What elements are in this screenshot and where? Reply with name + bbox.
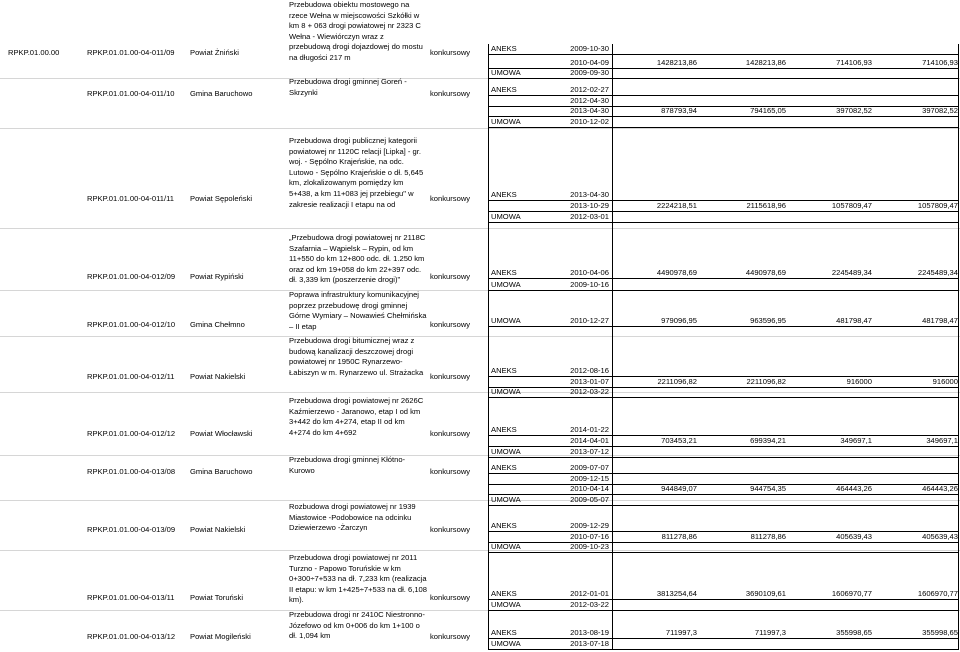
co-financing-value: 405639,43 [836,532,872,541]
beneficiary: Powiat Rypiński [190,272,244,281]
entry-date: 2014-04-01 [570,436,609,445]
column-border [612,44,613,650]
project-description: Przebudowa drogi publicznej kategorii powiatowej nr 1120C relacji [Lipka] - gr. woj. - Sępólno Krajeńskie, na odc. Lutowo - Sępólno Krajeńskie o dł. 5,645 km, zlokalizowanym pomiędzy km 5+438, a km 11+083 jej przebiegu" w zakresie realizacji I etapu na od [289,136,424,209]
selection-mode: konkursowy [430,272,471,281]
entry-type: ANEKS [491,628,517,637]
row-divider [0,228,960,229]
eligible-value: 794165,05 [750,106,786,115]
eligible-value: 1428213,86 [745,58,786,67]
project-id: RPKP.01.01.00-04-012/11 [87,372,175,381]
selection-mode: konkursowy [430,632,471,641]
project-id: RPKP.01.01.00-04-011/10 [87,89,175,98]
beneficiary: Gmina Baruchowo [190,89,253,98]
entry-date: 2010-12-02 [570,117,609,126]
selection-mode: konkursowy [430,89,471,98]
project-id: RPKP.01.01.00-04-013/08 [87,467,176,476]
project-id: RPKP.01.01.00-04-011/09 [87,48,175,57]
entry-type: ANEKS [491,589,517,598]
entry-type: UMOWA [491,68,521,77]
column-border [958,44,959,650]
eligible-value: 4490978,69 [745,268,786,277]
project-description: „Przebudowa drogi powiatowej nr 2118C Szafarnia – Wąpielsk – Rypin, od km 11+550 do km 12+800 odc. dł. 1.250 km oraz od km 19+058 do km 22+397 odc. dł. 3,339 km (poszerzenie drogi)” [289,233,426,285]
eligible-value: 944754,35 [750,484,786,493]
entry-date: 2013-07-12 [570,447,609,456]
entry-type: UMOWA [491,600,521,609]
beneficiary: Powiat Mogileński [190,632,251,641]
selection-mode: konkursowy [430,194,471,203]
beneficiary: Powiat Włocławski [190,429,253,438]
total-value: 1428213,86 [656,58,697,67]
co-financing-value: 1057809,47 [831,201,872,210]
entry-date: 2010-12-27 [570,316,609,325]
co-financing-value: 481798,47 [922,316,958,325]
entry-type: ANEKS [491,85,517,94]
co-financing-value: 714106,93 [922,58,958,67]
project-description: Przebudowa drogi gminnej Goreń - Skrzynki [289,77,407,97]
project-description: Przebudowa obiektu mostowego na rzece Wełna w miejscowości Szkółki w km 8 + 063 drogi powiatowej nr 2323 C Wełna - Wiewiórczyn wraz z przebudową drogi dojazdowej do mostu na długości 217 m [289,0,423,62]
entry-type: ANEKS [491,366,517,375]
entry-type: UMOWA [491,117,521,126]
program-code: RPKP.01.00.00 [8,48,60,57]
beneficiary: Powiat Nakielski [190,525,246,534]
co-financing-value: 2245489,34 [917,268,958,277]
beneficiary: Gmina Chełmno [190,320,245,329]
eligible-value: 711997,3 [754,628,786,637]
selection-mode: konkursowy [430,593,471,602]
eligible-value: 699394,21 [750,436,786,445]
cell-border [488,649,958,650]
total-value: 3813254,64 [656,589,697,598]
total-value: 878793,94 [661,106,697,115]
entry-date: 2012-08-16 [570,366,609,375]
eligible-value: 963596,95 [750,316,786,325]
project-description: Przebudowa drogi gminnej Kłótno-Kurowo [289,455,406,475]
entry-date: 2013-10-29 [570,201,609,210]
row-divider [0,500,960,501]
beneficiary: Powiat Nakielski [190,372,246,381]
entry-date: 2009-10-16 [570,280,609,289]
co-financing-value: 481798,47 [836,316,872,325]
co-financing-value: 355998,65 [922,628,958,637]
co-financing-value: 2245489,34 [831,268,872,277]
entry-date: 2012-01-01 [570,589,609,598]
cell-border [488,397,958,398]
entry-date: 2009-09-30 [570,68,609,77]
entry-type: UMOWA [491,280,521,289]
selection-mode: konkursowy [430,429,471,438]
co-financing-value: 355998,65 [836,628,872,637]
entry-date: 2010-04-06 [570,268,609,277]
co-financing-value: 916000 [932,377,958,386]
entry-type: ANEKS [491,463,517,472]
entry-date: 2010-07-16 [570,532,609,541]
cell-border [488,278,958,279]
beneficiary: Gmina Baruchowo [190,467,253,476]
entry-type: ANEKS [491,425,517,434]
entry-date: 2012-02-27 [570,85,609,94]
row-divider [0,336,960,337]
total-value: 979096,95 [661,316,697,325]
entry-date: 2009-12-15 [570,474,609,483]
cell-border [488,127,958,128]
co-financing-value: 349697,1 [926,436,958,445]
co-financing-value: 405639,43 [922,532,958,541]
project-id: RPKP.01.01.00-04-012/10 [87,320,176,329]
eligible-value: 2211096,82 [746,377,786,386]
entry-date: 2009-10-23 [570,542,609,551]
entry-type: UMOWA [491,387,521,396]
project-description: Przebudowa drogi bitumicznej wraz z budową kanalizacji deszczowej drogi powiatowej nr 1950C Rynarzewo- Łabiszyn w m. Rynarzewo ul. Strażacka [289,336,424,377]
eligible-value: 2115618,96 [746,201,786,210]
eligible-value: 3690109,61 [745,589,786,598]
beneficiary: Powiat Sępoleński [190,194,253,203]
project-description: Przebudowa drogi nr 2410C Niestronno-Józefowo od km 0+006 do km 1+100 o dł. 1,094 km [289,610,425,641]
co-financing-value: 397082,52 [922,106,958,115]
entry-date: 2009-05-07 [570,495,609,504]
cell-border [488,78,958,79]
entry-date: 2009-07-07 [570,463,609,472]
entry-date: 2013-04-30 [570,190,609,199]
co-financing-value: 916000 [846,377,872,386]
selection-mode: konkursowy [430,372,471,381]
project-description: Rozbudowa drogi powiatowej nr 1939 Miastowice -Podobowice na odcinku Dziewierzewo -Żarczyn [289,502,416,533]
project-id: RPKP.01.01.00-04-012/12 [87,429,176,438]
co-financing-value: 1057809,47 [917,201,958,210]
project-id: RPKP.01.01.00-04-013/12 [87,632,176,641]
row-divider [0,128,960,129]
total-value: 2224218,51 [656,201,697,210]
row-divider [0,550,960,551]
entry-type: UMOWA [491,495,521,504]
entry-date: 2009-12-29 [570,521,609,530]
total-value: 811278,86 [661,532,697,541]
entry-date: 2010-04-09 [570,58,609,67]
entry-date: 2010-04-14 [570,484,609,493]
entry-date: 2012-03-22 [570,600,609,609]
entry-type: UMOWA [491,212,521,221]
cell-border [488,552,958,553]
entry-type: UMOWA [491,542,521,551]
co-financing-value: 397082,52 [836,106,872,115]
entry-date: 2013-04-30 [570,106,609,115]
entry-type: UMOWA [491,447,521,456]
project-id: RPKP.01.01.00-04-011/11 [87,194,174,203]
cell-border [488,222,958,223]
entry-type: ANEKS [491,268,517,277]
total-value: 2211096,82 [657,377,697,386]
co-financing-value: 464443,26 [836,484,872,493]
co-financing-value: 714106,93 [836,58,872,67]
selection-mode: konkursowy [430,525,471,534]
entry-date: 2013-08-19 [570,628,609,637]
cell-border [488,290,958,291]
entry-type: UMOWA [491,639,521,648]
cell-border [488,610,958,611]
entry-type: ANEKS [491,44,517,53]
entry-date: 2013-01-07 [570,377,609,386]
cell-border [488,457,958,458]
co-financing-value: 464443,26 [922,484,958,493]
cell-border [488,505,958,506]
total-value: 944849,07 [661,484,697,493]
row-divider [0,392,960,393]
project-description: Poprawa infrastruktury komunikacyjnej poprzez przebudowę drogi gminnej Górne Wymiary – Nowawieś Chełmińska – II etap [289,290,427,331]
project-id: RPKP.01.01.00-04-012/09 [87,272,176,281]
entry-date: 2012-03-01 [570,212,609,221]
cell-border [488,54,958,55]
entry-date: 2014-01-22 [570,425,609,434]
entry-date: 2009-10-30 [570,44,609,53]
beneficiary: Powiat Toruński [190,593,244,602]
project-description: Przebudowa drogi powiatowej nr 2011 Turzno - Papowo Toruńskie w km 0+300÷7+533 na dł. 7,233 km (realizacja II etapu: w km 1+425÷7+533 na dł. 6,108 km). [289,553,428,605]
project-id: RPKP.01.01.00-04-013/11 [87,593,175,602]
total-value: 703453,21 [661,436,697,445]
eligible-value: 811278,86 [750,532,786,541]
column-border [488,44,489,650]
entry-date: 2012-03-22 [570,387,609,396]
project-id: RPKP.01.01.00-04-013/09 [87,525,176,534]
total-value: 711997,3 [665,628,697,637]
co-financing-value: 1606970,77 [831,589,872,598]
entry-date: 2013-07-18 [570,639,609,648]
co-financing-value: 349697,1 [840,436,872,445]
co-financing-value: 1606970,77 [917,589,958,598]
selection-mode: konkursowy [430,467,471,476]
beneficiary: Powiat Żniński [190,48,239,57]
selection-mode: konkursowy [430,320,471,329]
selection-mode: konkursowy [430,48,471,57]
row-divider [0,455,960,456]
total-value: 4490978,69 [656,268,697,277]
entry-type: ANEKS [491,521,517,530]
cell-border [488,326,958,327]
entry-type: UMOWA [491,316,521,325]
project-description: Przebudowa drogi powiatowej nr 2626C Kaźmierzewo - Jaranowo, etap I od km 3+442 do km 4+274, etap II od km 4+274 do km 4+692 [289,396,424,437]
entry-date: 2012-04-30 [570,96,609,105]
entry-type: ANEKS [491,190,517,199]
